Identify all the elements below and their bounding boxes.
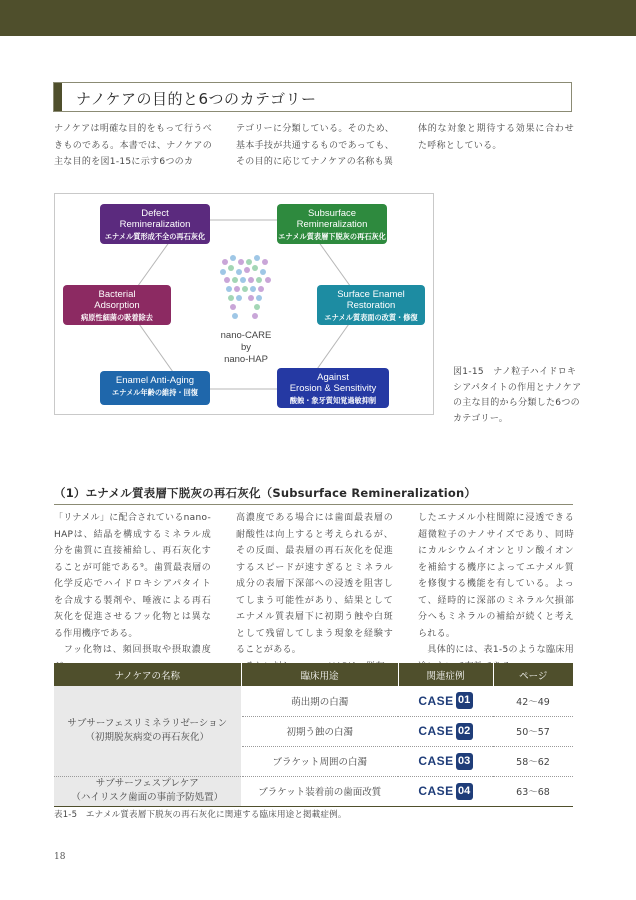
header-page: ページ: [493, 663, 573, 686]
figure-center-label: [200, 330, 292, 366]
table-row: [54, 776, 573, 806]
case-badge: [418, 783, 472, 800]
case-number: 02: [456, 723, 473, 740]
intro-col3: 体的な対象と期待する効果に合わせた呼称としている。: [418, 124, 574, 151]
section-title-box: [53, 82, 572, 112]
node-en: Surface Enamel Restoration: [337, 289, 405, 311]
group-name-text: サブサーフェスプレケア （ハイリスク歯面の事前予防処置）: [71, 778, 224, 803]
case-word: CASE: [418, 693, 454, 708]
group-name-text: サブサーフェスリミネラリゼーション （初期脱灰病変の再石灰化）: [67, 717, 228, 743]
page-cell: 42〜49: [493, 686, 573, 716]
node-en: Bacterial Adsorption: [94, 289, 140, 311]
table-header-row: [54, 663, 573, 686]
case-number: 03: [456, 753, 473, 770]
page-cell: 63〜68: [493, 776, 573, 806]
node-jp: エナメル質形成不全の再石灰化: [104, 232, 206, 241]
case-word: CASE: [418, 784, 454, 798]
figure-1-15: [54, 193, 434, 415]
center-label-text: nano-CARE by nano-HAP: [220, 330, 272, 365]
header-use: 臨床用途: [241, 663, 398, 686]
header-case: 関連症例: [398, 663, 493, 686]
case-cell: [398, 746, 493, 776]
subsection-title: （1）エナメル質表層下脱灰の再石灰化（Subsurface Remineralization）: [54, 486, 477, 500]
node-subsurface-remineralization: [277, 204, 387, 244]
use-cell: ブラケット装着前の歯面改質: [241, 776, 398, 806]
case-number: 01: [456, 692, 473, 709]
page-cell: 58〜62: [493, 746, 573, 776]
node-jp: エナメル質表層下脱灰の再石灰化: [278, 232, 386, 241]
body-col2: 高濃度である場合には歯面最表層の耐酸性は向上すると考えられるが、その反面、最表層の再石灰化を促進するスピードが速すぎるとミネラル成分の表層下深部への浸透を阻害してしまう可能性があり、結果としてエナメル質表層下に初期う蝕や白斑として残留してしまう現象を経験することがある。: [236, 513, 393, 655]
node-jp: エナメル年齢の維持・回復: [112, 388, 198, 397]
table-caption: 表1-5 エナメル質表層下脱灰の再石灰化に関連する臨床用途と掲載症例。: [54, 810, 347, 820]
case-word: CASE: [418, 754, 454, 768]
node-en: Defect Remineralization: [119, 208, 191, 230]
table-row: [54, 686, 573, 716]
case-badge: [418, 692, 472, 709]
body-col1: 「リナメル」に配合されているnano-HAPは、結晶を構成するミネラル成分を歯質に直接補給し、再石灰化することが可能である⁹。歯質最表層の化学反応でハイドロキシアパタイトを合成する製剤や、唾液による再石灰化を促進させるフッ化物とは異なる作用機序である。 フッ化物は、頻回摂取や摂取濃度: [54, 513, 212, 655]
figure-caption: 図1-15 ナノ粒子ハイドロキシアパタイトの作用とナノケアの主な目的から分類した6つのカテゴリー。: [453, 367, 582, 424]
header-band: [0, 0, 636, 36]
case-word: CASE: [418, 724, 454, 738]
intro-col1: ナノケアは明確な目的をもって行うべきものである。本書では、ナノケアの主な目的を図1-15に示す6つのカ: [54, 124, 212, 167]
section-title-bar: [54, 83, 62, 111]
group-name-subsurface-precare: [54, 776, 241, 806]
group-name-subsurface-remineralization: [54, 686, 241, 776]
node-en: Enamel Anti-Aging: [115, 375, 195, 386]
case-badge: [418, 753, 472, 770]
use-cell: 初期う蝕の白濁: [241, 716, 398, 746]
case-badge: [418, 723, 472, 740]
section-title: ナノケアの目的と6つのカテゴリー: [76, 90, 317, 108]
node-en: Against Erosion & Sensitivity: [289, 372, 377, 394]
node-bacterial-adsorption: [63, 285, 171, 325]
node-defect-remineralization: [100, 204, 210, 244]
node-en: Subsurface Remineralization: [296, 208, 368, 230]
table-1-5: [54, 663, 573, 807]
case-cell: [398, 686, 493, 716]
node-jp: エナメル質表面の改質・修復: [324, 313, 418, 322]
use-cell: ブラケット周囲の白濁: [241, 746, 398, 776]
page-cell: 50〜57: [493, 716, 573, 746]
node-jp: 病原性細菌の吸着除去: [81, 313, 153, 322]
case-cell: [398, 716, 493, 746]
page-number: 18: [54, 852, 66, 862]
case-cell: [398, 776, 493, 806]
intro-col2: テゴリーに分類している。そのため、基本手技が共通するものであっても、その目的に応じてナノケアの名称も異: [236, 124, 395, 167]
header-name: ナノケアの名称: [54, 663, 241, 686]
use-cell: 萌出期の白濁: [241, 686, 398, 716]
tooth-icon: [215, 252, 275, 324]
subsection-rule: [54, 504, 573, 505]
case-number: 04: [456, 783, 473, 800]
node-against-erosion-sensitivity: [277, 368, 389, 408]
node-surface-enamel-restoration: [317, 285, 425, 325]
node-enamel-anti-aging: [100, 371, 210, 405]
body-col3: したエナメル小柱間隙に浸透できる超微粒子のナノサイズであり、同時にカルシウムイオンとリン酸イオンを補給する機序によってエナメル質を修復する機能を有している。よって、経時的に深部のミネラル欠損部分へもミネラルの補給が続くと考えられる。 具体的には、表1-5のような臨床用: [418, 513, 574, 655]
node-jp: 酸蝕・象牙質知覚過敏抑制: [289, 396, 377, 405]
